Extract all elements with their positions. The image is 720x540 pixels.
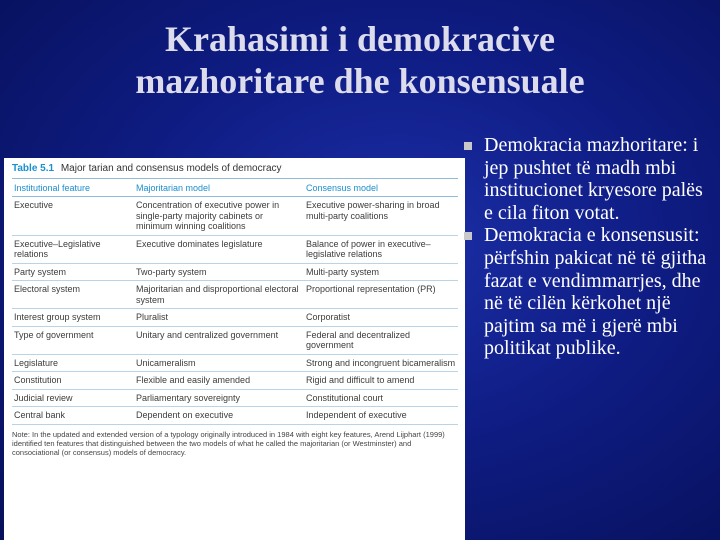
table-cell: Majoritarian and disproportional electoral system bbox=[134, 281, 304, 309]
table-cell: Party system bbox=[12, 263, 134, 281]
table-cell: Electoral system bbox=[12, 281, 134, 309]
table-row bbox=[12, 197, 458, 236]
table-cell: Central bank bbox=[12, 407, 134, 425]
table-row bbox=[12, 326, 458, 354]
table-cell: Federal and decentralized government bbox=[304, 326, 458, 354]
square-bullet-icon bbox=[464, 142, 472, 150]
table-row bbox=[12, 235, 458, 263]
bullet-text: Demokracia e konsensusit: përfshin pakicat në të gjitha fazat e vendimmarrjes, dhe në të cilën kërkohet një pajtim sa më i gjerë mbi politikat publike. bbox=[484, 224, 707, 360]
table-cell: Pluralist bbox=[134, 309, 304, 327]
bullet-item bbox=[462, 224, 714, 360]
table-cell: Executive dominates legislature bbox=[134, 235, 304, 263]
table-cell: Multi-party system bbox=[304, 263, 458, 281]
table-note: Note: In the updated and extended version of a typology originally introduced in 1984 with eight key features, Arend Lijphart (1999) identified ten features that distinguished between the two models of what he called the majoritarian (or Westminster) and consociational (or consensus) models of democracy. bbox=[12, 429, 445, 457]
table-cell: Executive bbox=[12, 197, 134, 236]
slide-title-line-2: mazhoritare dhe konsensuale bbox=[135, 61, 585, 101]
table-label: Table 5.1 bbox=[12, 163, 55, 174]
table-caption-text: Major tarian and consensus models of democracy bbox=[60, 163, 282, 174]
table-cell: Unicameralism bbox=[134, 354, 304, 372]
table-cell: Legislature bbox=[12, 354, 134, 372]
table-cell: Executive–Legislative relations bbox=[12, 235, 134, 263]
table-cell: Corporatist bbox=[304, 309, 458, 327]
table-cell: Parliamentary sovereignty bbox=[134, 389, 304, 407]
table-cell: Two-party system bbox=[134, 263, 304, 281]
bullet-text: Demokracia mazhoritare: i jep pushtet të madh mbi institucionet kryesore palës e cila fiton votat. bbox=[484, 134, 703, 224]
table-row bbox=[12, 389, 458, 407]
table-row bbox=[12, 309, 458, 327]
table-cell: Flexible and easily amended bbox=[134, 372, 304, 390]
table-row bbox=[12, 281, 458, 309]
square-bullet-icon bbox=[464, 232, 472, 240]
table-header-row bbox=[12, 179, 458, 197]
slide-title-line-1: Krahasimi i demokracive bbox=[165, 19, 555, 59]
table-cell: Independent of executive bbox=[304, 407, 458, 425]
header-institutional-feature: Institutional feature bbox=[12, 179, 134, 197]
table-cell: Rigid and difficult to amend bbox=[304, 372, 458, 390]
table-cell: Constitutional court bbox=[304, 389, 458, 407]
table-cell: Unitary and centralized government bbox=[134, 326, 304, 354]
table-cell: Strong and incongruent bicameralism bbox=[304, 354, 458, 372]
table-cell: Judicial review bbox=[12, 389, 134, 407]
table-cell: Dependent on executive bbox=[134, 407, 304, 425]
comparison-table bbox=[12, 178, 458, 425]
table-cell: Proportional representation (PR) bbox=[304, 281, 458, 309]
bullet-item bbox=[462, 134, 714, 224]
table-row bbox=[12, 263, 458, 281]
table-image-panel bbox=[4, 158, 465, 540]
table-row bbox=[12, 407, 458, 425]
header-consensus-model: Consensus model bbox=[304, 179, 458, 197]
table-cell: Constitution bbox=[12, 372, 134, 390]
table-cell: Balance of power in executive–legislative relations bbox=[304, 235, 458, 263]
table-caption bbox=[12, 162, 458, 176]
table-cell: Type of government bbox=[12, 326, 134, 354]
bullet-list bbox=[462, 134, 714, 360]
slide-title bbox=[0, 18, 720, 102]
table-row bbox=[12, 372, 458, 390]
table-row bbox=[12, 354, 458, 372]
header-majoritarian-model: Majoritarian model bbox=[134, 179, 304, 197]
table-cell: Executive power-sharing in broad multi-party coalitions bbox=[304, 197, 458, 236]
table-cell: Concentration of executive power in single-party majority cabinets or minimum winning coalitions bbox=[134, 197, 304, 236]
table-cell: Interest group system bbox=[12, 309, 134, 327]
